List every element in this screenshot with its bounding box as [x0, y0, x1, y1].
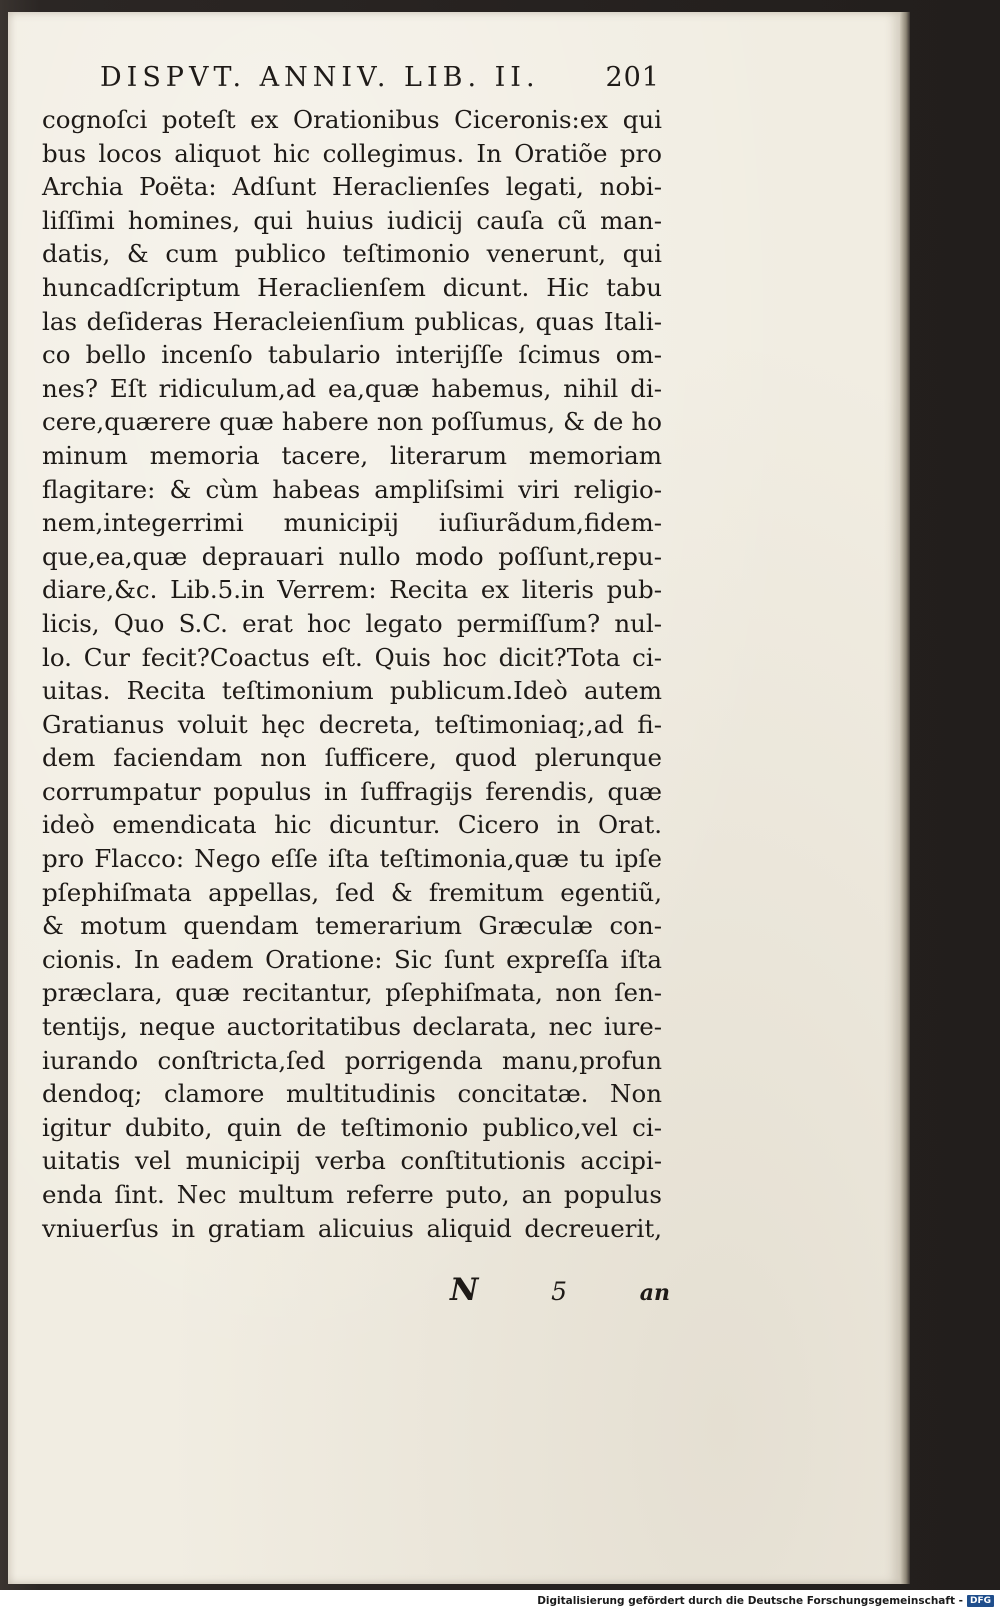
text-line: ideò emendicata hic dicuntur. Cicero in Orat. [42, 810, 662, 840]
text-line: nes? Eſt ridiculum,ad ea,quæ habemus, nihil di- [42, 373, 662, 403]
text-line: que,ea,quæ deprauari nullo modo poſſunt,repu- [42, 541, 662, 571]
running-title: DISPVT. ANNIV. LIB. II. [100, 62, 540, 93]
body-text [42, 103, 662, 1245]
text-line: enda ſint. Nec multum referre puto, an populus [42, 1180, 662, 1209]
text-line: dem faciendam non ſufficere, quod plerunque [42, 743, 662, 773]
signature-number: 5 [551, 1277, 567, 1306]
text-line: las deſideras Heracleienſium publicas, quas Itali- [42, 306, 662, 336]
text-line: cionis. In eadem Oratione: Sic ſunt expreſſa iſta [42, 944, 662, 974]
text-line: Gratianus voluit hęc decreta, teſtimoniaq;,ad fi- [42, 709, 662, 739]
running-head [100, 62, 660, 93]
text-line: diare,&c. Lib.5.in Verrem: Recita ex literis pub- [42, 575, 662, 605]
text-line: bus locos aliquot hic collegimus. In Oratiõe pro [42, 138, 662, 168]
text-line: igitur dubito, quin de teſtimonio publico,vel ci- [42, 1112, 662, 1142]
page-edge [900, 12, 910, 1584]
catchword: an [639, 1280, 670, 1306]
text-line: datis, & cum publico teſtimonio venerunt, qui [42, 239, 662, 269]
folio-number: 201 [605, 62, 660, 93]
text-line: dendoq; clamore multitudinis concitatæ. Non [42, 1079, 662, 1109]
text-line: lo. Cur fecit?Coactus eſt. Quis hoc dicit?Tota ci- [42, 642, 662, 672]
text-line: liſſimi homines, qui huius iudicij cauſa cũ man- [42, 205, 662, 235]
signature-line [450, 1272, 670, 1308]
text-line: uitatis vel municipij verba conſtitutionis accipi- [42, 1146, 662, 1176]
text-line: licis, Quo S.C. erat hoc legato permiſſum? nul- [42, 608, 662, 638]
dfg-logo-icon: DFG [967, 1595, 994, 1607]
text-line: nem,integerrimi municipij iuſiurãdum,fidem- [42, 508, 662, 538]
text-line: Archia Poëta: Adſunt Heraclienſes legati, nobi- [42, 172, 662, 202]
text-line: uitas. Recita teſtimonium publicum.Ideò autem [42, 676, 662, 706]
text-line: cere,quærere quæ habere non poſſumus, & de ho [42, 407, 662, 437]
text-line: iurando conſtricta,ſed porrigenda manu,profun [42, 1045, 662, 1075]
text-line: huncadſcriptum Heraclienſem dicunt. Hic tabu [42, 272, 662, 302]
text-line: præclara, quæ recitantur, pſephiſmata, non ſen- [42, 978, 662, 1008]
digitization-footer [0, 1590, 1000, 1611]
funding-credit: Digitalisierung gefördert durch die Deutsche Forschungsgemeinschaft - [537, 1594, 963, 1607]
text-line: cognoſci poteſt ex Orationibus Ciceronis:ex qui [42, 105, 662, 134]
signature-mark: N [450, 1272, 479, 1308]
text-line: pſephiſmata appellas, ſed & fremitum egentiũ, [42, 877, 662, 907]
text-line: pro Flacco: Nego eſſe iſta teſtimonia,quæ tu ipſe [42, 844, 662, 874]
text-line: corrumpatur populus in ſuffragijs ferendis, quæ [42, 776, 662, 806]
text-line: vniuerſus in gratiam alicuius aliquid decreuerit, [42, 1213, 662, 1243]
text-line: flagitare: & cùm habeas ampliſsimi viri religio- [42, 474, 662, 504]
text-line: co bello incenſo tabulario interijſſe ſcimus om- [42, 340, 662, 370]
text-line: tentijs, neque auctoritatibus declarata, nec iure- [42, 1012, 662, 1042]
text-line: minum memoria tacere, literarum memoriam [42, 440, 662, 470]
text-line: & motum quendam temerarium Græculæ con- [42, 911, 662, 941]
